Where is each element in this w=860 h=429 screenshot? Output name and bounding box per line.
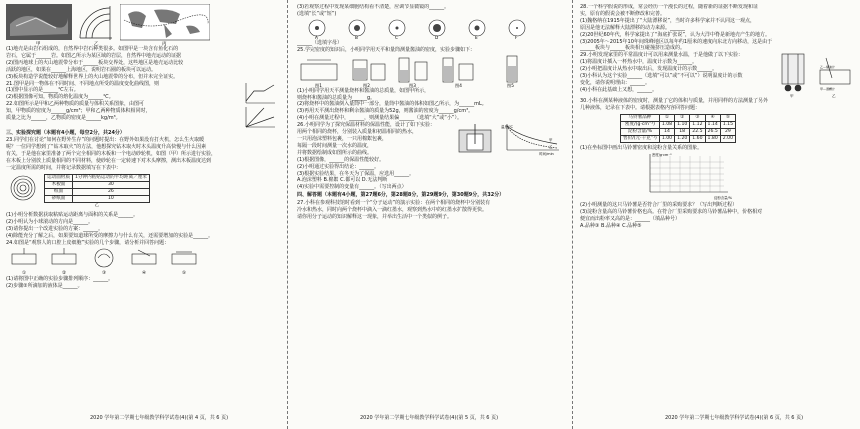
q20-line: (3)板块构造学说能较好地解释世界上的火山地震带的分布，但并未完全证实。: [6, 73, 179, 80]
q28-line: (2)20世纪60年代，科学家提出了“海底扩张说”，认为大洋中脊是新地壳产生的地方。: [580, 31, 770, 38]
table-cell: 26.5: [705, 129, 720, 136]
q28-line: 28.一个科学假说的形成，常会经历一个漫长的过程，随着新的证据不断发现和证: [580, 4, 758, 10]
table-cell: 26: [72, 188, 149, 195]
q23-figure-table: [6, 174, 276, 210]
mass-volume-graph: [242, 105, 276, 129]
q26-line: 用两个相同的烧杯，分别装入质量和初温相同的热水，: [297, 129, 418, 136]
q24-line: (1)请将图中正确的实验步骤排列顺序：______。: [6, 276, 114, 283]
q20-line: 岩石，它属于______岩。如图乙所示为某区域的岩层，自然界中地壳运动的证据: [6, 52, 182, 59]
table-header: 密度/(g·cm⁻³): [621, 122, 660, 129]
q29-line: (1)将温度计插入一杯热水中，温度计示数为______。: [580, 59, 698, 66]
cooling-curve-graph: [501, 122, 561, 156]
svg-text:时间/min: 时间/min: [539, 152, 554, 157]
table-row: [45, 181, 150, 188]
table-row: [621, 129, 736, 136]
q28-line: 原因是他无法解释大陆漂移的动力来源。______: [580, 24, 686, 31]
page-footer-6: 2020 学年第二学期七年级教学科学试卷(4)(第 6 页，共 6 页): [665, 415, 804, 421]
svg-text:图2: 图2: [363, 82, 370, 88]
table-cell: ④: [705, 115, 720, 122]
q26-line: (2)小明通过实验得出结论：______。: [297, 163, 380, 170]
table-cell: 30: [72, 181, 149, 188]
q20-line: 活跃的地区，如果在______上海地区，说明岩石圈的板块可以运动。: [6, 66, 157, 73]
q26-line: A.泡沫塑料 B.棉絮 C.都可以 D.无法判断: [297, 177, 388, 184]
q30-line: 30.小科在测某种液体的密度时，测量了它的体积与质量，并用同样的方法测量了另外: [580, 98, 768, 105]
q28-line: ______板块与______板块相互碰撞挤压造成的。: [580, 45, 686, 52]
table-header: 运动面材质: [45, 174, 73, 181]
table-cell: 1.15: [720, 122, 735, 129]
q27-line: 请你用分子运动的知识解释这一现象，并举出生活中一个类似的例子。: [297, 213, 453, 220]
q25-line: 则烧杯和酱油的总质量为______g。: [297, 94, 376, 101]
potato-table: [620, 114, 736, 143]
q24-cont: ______（选填字母）: [297, 39, 343, 46]
table-cell: 1.20: [675, 136, 690, 143]
table-header: 淀粉含量/%: [621, 129, 660, 136]
q23-line: 在木板上分别放上质量相同的不同材料，使砂轮在一定转速下对木头摩擦，测出木板温度达到: [6, 158, 212, 165]
q22-line: 质量之比为______，乙物质的密度是______kg/m³。: [6, 115, 121, 122]
fig-caption-jia: 甲: [36, 42, 41, 46]
table-caption: 乙: [94, 202, 100, 208]
table-cell: ①: [659, 115, 674, 122]
q29-line: 29.小明发现家里的平常温度计可以用来测量水温，于是他做了以下实验：: [580, 52, 743, 59]
q26-line: 26.小明同学为了探究保温材料的保温性能，设计了如下实验：: [297, 122, 435, 129]
fold-line: [572, 0, 574, 429]
page-middle: [297, 4, 561, 416]
svg-text:C: C: [395, 34, 398, 40]
svg-text:乙: 乙: [549, 145, 553, 150]
svg-text:图1: 图1: [315, 82, 322, 88]
svg-text:E: E: [475, 34, 478, 40]
page-footer-4: 2020 学年第二学期七年级教学科学试卷(4)(第 4 页，共 6 页): [90, 415, 229, 421]
q21-q22-block: [6, 81, 276, 129]
table-cell: 29: [720, 129, 735, 136]
table-cell: 14: [659, 129, 674, 136]
svg-text:淀粉含量/%: 淀粉含量/%: [714, 196, 732, 201]
q28-line: (3)2005年～2015年10年间珠峰地区以每年约1厘米的速度向东北方向移动，这是由于: [580, 38, 773, 45]
q25-line: (2)将烧杯中的酱油倒入量筒中一部分，量筒中酱油的体积如图乙所示，为______mL。: [297, 101, 487, 108]
section-3-heading: 三、实验探究题（本题有4小题，每空2分，共24分）: [6, 129, 125, 136]
table-cell: 木板面: [45, 181, 73, 188]
table-cell: 2.00: [720, 136, 735, 143]
q29-block: [580, 52, 854, 98]
target-circles-figure: [6, 174, 40, 204]
table-cell: 1.12: [690, 122, 705, 129]
table-cell: 1.10: [675, 122, 690, 129]
fold-line: [287, 0, 289, 429]
q23-table: [44, 174, 150, 203]
thermometer-figures: [776, 52, 854, 98]
q27-line: 27.小科在参观科技馆时看到一个“分子运动”的演示实验：在两个相同的烧杯中分别装有: [297, 200, 491, 207]
table-cell: 1.14: [705, 122, 720, 129]
table-cell: 22.5: [690, 129, 705, 136]
svg-text:密度/g·cm⁻³: 密度/g·cm⁻³: [652, 153, 672, 158]
q21-line: 21.图甲是同一物体在不同时间、不同地点所受的温度变化曲线图，则: [6, 80, 159, 87]
q21-line: (1)图中显示的是______℃左右。: [6, 87, 79, 94]
q20-line: (1)地壳是由岩石组成的，自然界中岩石种类很多。如图甲是一块含有鱼化石的: [6, 46, 179, 52]
cell-experiment-steps: [6, 246, 206, 276]
rock-layer-diagram: [76, 4, 116, 46]
table-cell: ③: [690, 115, 705, 122]
table-cell: 18: [675, 129, 690, 136]
density-experiment-figures: [297, 54, 547, 88]
table-cell: 10: [72, 195, 149, 202]
q29-line: (3)小科认为这个实验______（选填“可以”或“不可以”）说明温度计的示数: [580, 73, 743, 80]
table-header: 1分钟内粘贴运动的平均距离／厘米: [72, 174, 149, 181]
q28-line: (1)魏格纳在1915年提出了“大陆漂移说”，当时许多科学家并不认同这一观点，: [580, 17, 755, 24]
q26-block: [297, 122, 561, 157]
q23-line: 呢？一位同学想到了“钻木取火”的方法，他想探究钻木取火时木头温度升高快慢与什么因素: [6, 144, 207, 151]
table-row: [45, 188, 150, 195]
q26-line: 并将数据绘制成如图所示的曲线。: [297, 149, 373, 156]
svg-text:D: D: [435, 34, 439, 40]
q24-cont: (3)若观察过程中发现某细胞结构看不清楚，应调节显微镜的______。: [297, 4, 450, 10]
q26-line: 一只用泡沫塑料包裹，一只用棉絮包裹，: [297, 135, 388, 142]
answer-grid: [640, 152, 750, 202]
svg-text:图3: 图3: [409, 82, 416, 88]
q26-line: (4)实验中需要控制的变量有______。（写出两点）: [297, 184, 407, 191]
svg-text:甲—酒精计: 甲—酒精计: [820, 87, 836, 92]
world-plate-map: [120, 4, 210, 46]
temperature-graph: [242, 81, 276, 105]
q23-sub: (3)请你提出一个改进实验的方案：______。: [6, 225, 104, 232]
svg-text:⑤: ⑤: [182, 271, 187, 277]
q24-cont: (选填“长”或“短”): [297, 10, 337, 17]
q30-sub: 便宜而出粉率又高的是：______（填品种号）: [580, 215, 681, 222]
q29-line: (2)小明把温度计从热水中取出后，发现温度计的示数______。: [580, 66, 718, 73]
microscope-views: [297, 18, 537, 40]
q22-line: 22.如图所示是甲和乙两种物质的质量与体积关系图象，由图可: [6, 101, 144, 108]
q26-line: 每隔一段时间测量一次水的温度，: [297, 142, 373, 149]
q30-sub: A.品种③ B.品种④ C.品种⑤: [580, 222, 642, 229]
svg-text:乙—煤油计: 乙—煤油计: [820, 65, 836, 70]
q30-sub: (2)小明测量的这只马铃薯是否符合厂里的采购要求？（写出判断过程）: [580, 202, 738, 209]
q20-figures: [6, 4, 276, 46]
q26-line: (1)根据图像，______的保温性能较好。: [297, 156, 385, 163]
table-row: [621, 122, 736, 129]
q23-line: 一定温度所需的时间，并将记录数据填写在下表中：: [6, 165, 122, 172]
table-cell: 1.00: [659, 136, 674, 143]
q26-line: (3)根据实验结果，在冬天为了保温，应选用______。: [297, 170, 415, 177]
q24-line: (2)步骤②所滴加的液体是______。: [6, 283, 83, 290]
q30-sub: (1)在坐标图中画出马铃薯密度和淀粉含量关系的图象。: [580, 145, 703, 152]
fossil-rock-photo: [6, 4, 72, 46]
table-cell: 纸面: [45, 188, 73, 195]
svg-text:②: ②: [62, 271, 67, 277]
table-header: 马铃薯品种: [621, 115, 660, 122]
table-cell: ⑤: [720, 115, 735, 122]
section-4-heading: 四、解答题（本题有4小题，第27题6分，第28题8分，第29题9分，第30题9分，共32分）: [297, 192, 505, 199]
page-right: [580, 4, 854, 416]
q23-sub: (2)小明认为小球滚动的方向是______。: [6, 218, 94, 225]
q23-sub: (4)除能充分了解之后，如果要知道球所受的摩擦力与什么有关，还需要增加的实验是______。: [6, 232, 214, 239]
q27-line: 冷水和热水，同时向两个烧杯中滴入一滴红墨水，观察到热水中的红墨水扩散得更快。: [297, 207, 488, 214]
q29-line: (4)小科在此基础上又想，______。: [580, 86, 658, 93]
q25-line: (1)小明同学用天平测量烧杯和酱油的总质量，如图甲所示，: [297, 87, 430, 94]
svg-text:④: ④: [142, 271, 147, 277]
svg-text:图5: 图5: [507, 82, 514, 88]
q25-line: (4)小明在测量过程中，______，则测量结果偏______（选填“大”或“小”）。: [297, 115, 462, 122]
table-cell: ②: [675, 115, 690, 122]
svg-text:丙: 丙: [162, 42, 167, 46]
table-row: [45, 195, 150, 202]
svg-text:B: B: [355, 34, 358, 40]
table-cell: 1.60: [690, 136, 705, 143]
q23-line: 有关，于是他在家里准备了两个完全相同的木板和一个电动砂轮机，如图（甲）所示进行实验，: [6, 151, 217, 158]
q20-line: (2)图丙地球上的火山地震带分布于______板块交界处，这些地区是地壳运动比较: [6, 59, 184, 66]
q23-line: 23.同学们在讨论“如何在野外生存”的问题时提出：在野外如果没有打火机，怎么生火取暖: [6, 137, 205, 144]
svg-text:甲: 甲: [790, 94, 794, 99]
table-row: [621, 136, 736, 143]
page-left: [6, 4, 276, 416]
table-cell: 1.80: [705, 136, 720, 143]
page-footer-5: 2020 学年第二学期七年级教学科学试卷(4)(第 5 页，共 6 页): [360, 415, 499, 421]
q25-line: (3)再用天平测出烧杯和剩余酱油的质量为52g，则酱油的密度为______g/cm³。: [297, 108, 474, 115]
table-cell: 砂纸面: [45, 195, 73, 202]
svg-text:图4: 图4: [455, 82, 462, 88]
q28-line: 实，原有的假说会被不断修改和完善。: [580, 10, 666, 17]
table-header: 售价/(元·千克⁻¹): [621, 136, 660, 143]
svg-text:①: ①: [22, 271, 27, 277]
q25-line: 25.学完密度的知识后，小明同学用天平和量筒测量酱油的密度，实验步骤如下：: [297, 46, 475, 53]
svg-text:甲: 甲: [549, 138, 553, 143]
svg-text:③: ③: [102, 271, 107, 277]
q29-line: 变化，请你说明理由：______。: [580, 79, 651, 86]
q24-line: 24.如图是“观察人的口腔上皮细胞”实验的几个步骤，请分析并回答问题：: [6, 239, 170, 246]
q30-sub: (3)淀粉含量高的马铃薯价格也高。在符合厂里采购要求的马铃薯品种中，价格相对: [580, 208, 763, 215]
q21-line: (2)根据图像可知，物质的熔化温度为______℃。: [6, 94, 114, 101]
table-cell: 1.08: [659, 122, 674, 129]
svg-text:A: A: [315, 34, 318, 40]
insulation-apparatus: [453, 122, 497, 156]
svg-text:温度/℃: 温度/℃: [501, 125, 514, 130]
svg-text:乙: 乙: [94, 42, 99, 46]
q22-line: 知，甲物质的密度为______g/cm³；甲和乙两种物质体积相同时，: [6, 108, 151, 115]
q30-line: 几种液体，记录在下表中。请根据表格内容回答问题：: [580, 105, 701, 112]
svg-text:乙: 乙: [832, 94, 836, 99]
table-row: [621, 115, 736, 122]
q23-sub: (1)小明分析数据获取粘贴运动距离与面积的关系是______。: [6, 211, 139, 218]
svg-text:F: F: [515, 34, 518, 40]
